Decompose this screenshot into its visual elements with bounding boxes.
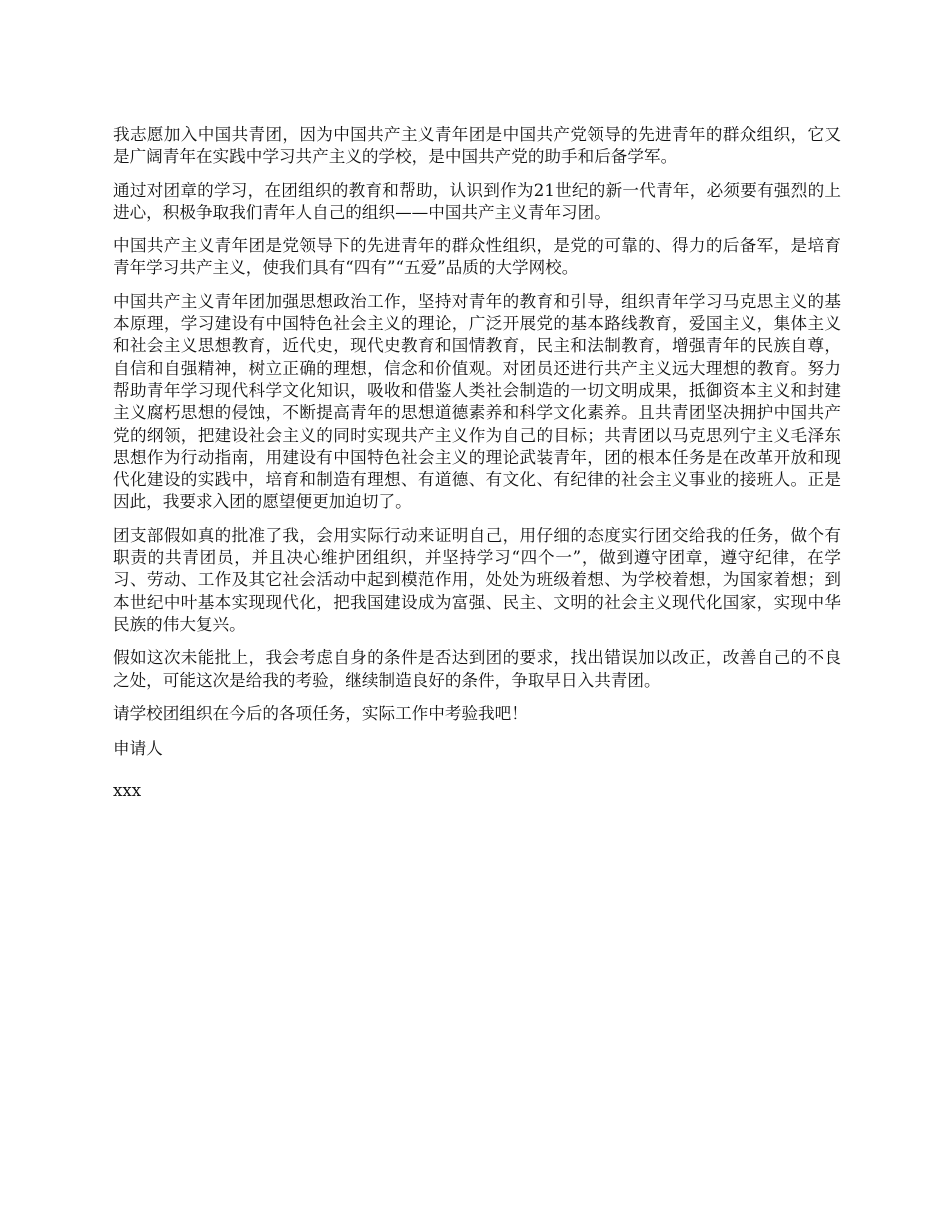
paragraph-commitment: 团支部假如真的批准了我，会用实际行动来证明自己，用仔细的态度实行团交给我的任务，做个有职责的共青团员，并且决心维护团组织，并坚持学习“四个一”，做到遵守团章，遵守纪律，在学习、劳动、工作及其它社会活动中起到模范作用，处处为班级着想、为学校着想，为国家着想；到本世纪中叶基本实现现代化，把我国建设成为富强、民主、文明的社会主义现代化国家，实现中华民族的伟大复兴。 [113, 525, 841, 634]
paragraph-study: 通过对团章的学习，在团组织的教育和帮助，认识到作为21世纪的新一代青年，必须要有强烈的上进心，积极争取我们青年人自己的组织——中国共产主义青年习团。 [113, 180, 841, 222]
paragraph-league-nature: 中国共产主义青年团是党领导下的先进青年的群众性组织，是党的可靠的、得力的后备军，是培育青年学习共产主义，使我们具有“四有”“五爱”品质的大学网校。 [113, 236, 841, 278]
paragraph-closing: 请学校团组织在今后的各项任务，实际工作中考验我吧！ [113, 703, 528, 723]
signature-name: xxx [113, 781, 142, 801]
document-body [113, 124, 841, 803]
paragraph-league-work: 中国共产主义青年团加强思想政治工作，坚持对青年的教育和引导，组织青年学习马克思主义的基本原理，学习建设有中国特色社会主义的理论，广泛开展党的基本路线教育，爱国主义，集体主义和社会主义思想教育，近代史，现代史教育和国情教育，民主和法制教育，增强青年的民族自尊，自信和自强精神，树立正确的理想，信念和价值观。对团员还进行共产主义远大理想的教育。努力帮助青年学习现代科学文化知识，吸收和借鉴人类社会制造的一切文明成果，抵御资本主义和封建主义腐朽思想的侵蚀，不断提高青年的思想道德素养和科学文化素养。且共青团坚决拥护中国共产党的纲领，把建设社会主义的同时实现共产主义作为自己的目标；共青团以马克思列宁主义毛泽东思想作为行动指南，用建设有中国特色社会主义的理论武装青年，团的根本任务是在改革开放和现代化建设的实践中，培育和制造有理想、有道德、有文化、有纪律的社会主义事业的接班人。正是因此，我要求入团的愿望便更加迫切了。 [113, 291, 841, 512]
signature-label: 申请人 [113, 739, 163, 759]
paragraph-intro: 我志愿加入中国共青团，因为中国共产主义青年团是中国共产党领导的先进青年的群众组织，它又是广阔青年在实践中学习共产主义的学校，是中国共产党的助手和后备学军。 [113, 125, 841, 167]
paragraph-if-rejected: 假如这次未能批上，我会考虑自身的条件是否达到团的要求，找出错误加以改正，改善自己的不良之处，可能这次是给我的考验，继续制造良好的条件，争取早日入共青团。 [113, 648, 841, 690]
